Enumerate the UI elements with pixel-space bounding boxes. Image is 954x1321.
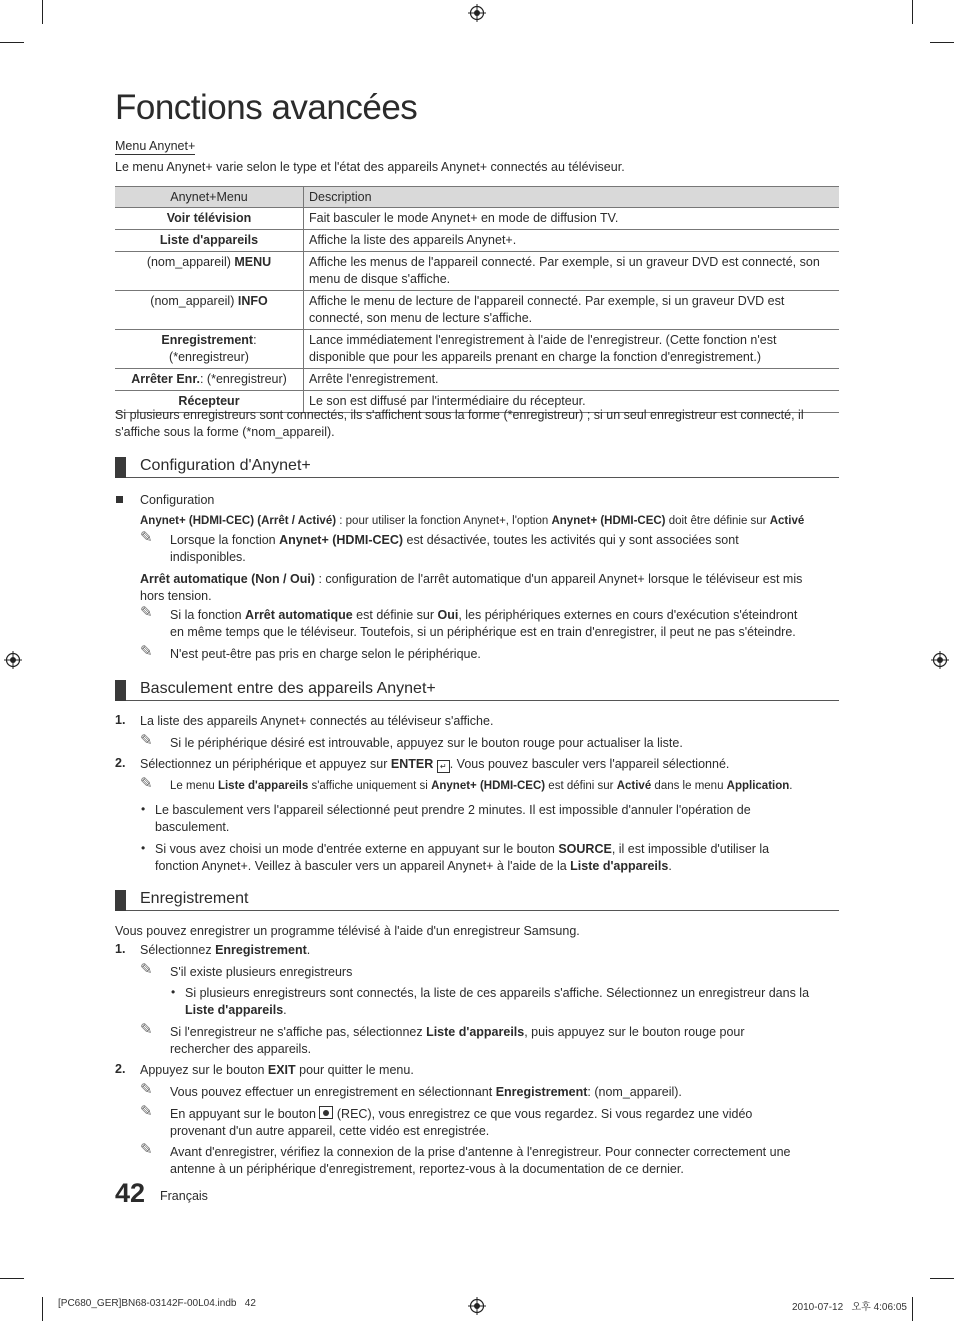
description-cell: Affiche les menus de l'appareil connecté. Par exemple, si un graveur DVD est connecté, son menu de disque s'affiche. (304, 252, 840, 291)
page-number: 42 (115, 1178, 146, 1208)
pencil-note-icon: ✎ (140, 529, 153, 546)
menu-cell: (nom_appareil) INFO (115, 291, 304, 330)
pencil-note-icon: ✎ (140, 1103, 153, 1120)
after-table-text: Si plusieurs enregistreurs sont connectés, ils s'affichent sous la forme (*enregistreur) ; si un seul enregistreur est connecté, il s'affiche sous la forme (*nom_appareil). (115, 408, 804, 439)
section-header-configuration (115, 455, 839, 478)
note-text: Le menu Liste d'appareils s'affiche uniquement si Anynet+ (HDMI-CEC) est défini sur Activé dans le menu Application. (170, 780, 793, 792)
pencil-note-icon: ✎ (140, 643, 153, 660)
section-intro: Vous pouvez enregistrer un programme télévisé à l'aide d'un enregistreur Samsung. (115, 924, 580, 938)
note-text: S'il existe plusieurs enregistreurs (170, 965, 353, 979)
section-title: Basculement entre des appareils Anynet+ (140, 680, 436, 697)
crop-mark (42, 0, 43, 24)
page-title: Fonctions avancées (115, 88, 418, 127)
table-header: Description (304, 187, 840, 208)
menu-cell: Voir télévision (115, 208, 304, 230)
registration-mark-icon (931, 651, 949, 669)
square-bullet-icon (116, 496, 123, 503)
bullet-dot-icon: • (171, 985, 176, 999)
step-number: 2. (115, 1062, 126, 1076)
menu-cell: (nom_appareil) MENU (115, 252, 304, 291)
pencil-note-icon: ✎ (140, 1081, 153, 1098)
registration-mark-icon (468, 1297, 486, 1315)
crop-mark (42, 1297, 43, 1321)
bullet-dot-icon: • (141, 841, 146, 855)
note-text: Lorsque la fonction Anynet+ (HDMI-CEC) est désactivée, toutes les activités qui y sont associées sont indisponibles. (170, 533, 739, 564)
menu-cell: Récepteur (115, 391, 304, 413)
note-text: Vous pouvez effectuer un enregistrement en sélectionnant Enregistrement: (nom_appareil). (170, 1085, 682, 1099)
menu-label: Menu Anynet+ (115, 139, 196, 153)
table-row (115, 330, 839, 369)
step-text: Sélectionnez un périphérique et appuyez sur ENTER ↵ . Vous pouvez basculer vers l'appareil sélectionné. (140, 757, 730, 771)
crop-mark (0, 42, 24, 43)
description-cell: Affiche le menu de lecture de l'appareil connecté. Par exemple, si un graveur DVD est connecté, son menu de lecture s'affiche. (304, 291, 840, 330)
table-header-row (115, 187, 839, 208)
table-header: Anynet+Menu (115, 187, 304, 208)
description-cell: Affiche la liste des appareils Anynet+. (304, 230, 840, 252)
pencil-note-icon: ✎ (140, 1021, 153, 1038)
note-text: N'est peut-être pas pris en charge selon le périphérique. (170, 647, 481, 661)
intro-text: Le menu Anynet+ varie selon le type et l'état des appareils Anynet+ connectés au téléviseur. (115, 160, 625, 174)
anynet-menu-table (115, 186, 839, 413)
table-row (115, 230, 839, 252)
pencil-note-icon: ✎ (140, 775, 153, 792)
table-row (115, 369, 839, 391)
note-text: Si la fonction Arrêt automatique est définie sur Oui, les périphériques externes en cours d'exécution s'éteindront en même temps que le téléviseur. Toutefois, si un périphérique est en train d'enregistrer, il peut ne pas s'éteindre. (170, 608, 798, 639)
pencil-note-icon: ✎ (140, 604, 153, 621)
note-text: Si le périphérique désiré est introuvable, appuyez sur le bouton rouge pour actualiser la liste. (170, 736, 683, 750)
table-row (115, 291, 839, 330)
section-bar-icon (115, 680, 126, 701)
table-row (115, 252, 839, 291)
section-bar-icon (115, 890, 126, 911)
section-title: Enregistrement (140, 890, 249, 907)
description-cell: Arrête l'enregistrement. (304, 369, 840, 391)
bullet-text: Si vous avez choisi un mode d'entrée externe en appuyant sur le bouton SOURCE, il est impossible d'utiliser la fonction Anynet+. Veillez à basculer vers un appareil Anynet+ à l'aide de la Liste d'appareils. (155, 842, 770, 873)
crop-mark (912, 1297, 913, 1321)
menu-cell: Arrêter Enr.: (*enregistreur) (115, 369, 304, 391)
note-text: En appuyant sur le bouton (REC), vous enregistrez ce que vous regardez. Si vous regardez une vidéo provenant d'un autre appareil, cette vidéo est enregistrée. (170, 1107, 753, 1138)
bullet-label: Configuration (140, 493, 215, 507)
crop-mark (930, 42, 954, 43)
step-number: 2. (115, 756, 126, 770)
crop-mark (912, 0, 913, 24)
table-row (115, 208, 839, 230)
bullet-dot-icon: • (141, 802, 146, 816)
menu-cell: Enregistrement: (*enregistreur) (115, 330, 304, 369)
auto-off-line: Arrêt automatique (Non / Oui) : configuration de l'arrêt automatique d'un appareil Anynet+ lorsque le téléviseur est mis hors tension. (140, 572, 803, 603)
footer-timestamp: 2010-07-12 오후 4:06:05 (792, 1302, 907, 1313)
section-header-switching (115, 678, 839, 701)
note-text: Si l'enregistreur ne s'affiche pas, sélectionnez Liste d'appareils, puis appuyez sur le bouton rouge pour rechercher des appareils. (170, 1025, 745, 1056)
crop-mark (930, 1278, 954, 1279)
note-text: Avant d'enregistrer, vérifiez la connexion de la prise d'antenne à l'enregistreur. Pour connecter correctement une antenne à un périphérique d'enregistrement, reportez-vous à la documentation de ce dernier. (170, 1145, 791, 1176)
section-bar-icon (115, 457, 126, 478)
bullet-text: Le basculement vers l'appareil sélectionné peut prendre 2 minutes. Il est impossible d'annuler l'opération de basculement. (155, 803, 751, 834)
description-cell: Le son est diffusé par l'intermédiaire du récepteur. (304, 391, 840, 413)
footer-file-info: [PC680_GER]BN68-03142F-00L04.indb 42 (58, 1298, 256, 1309)
rec-button-icon (319, 1106, 333, 1119)
anynet-hdmi-cec-line: Anynet+ (HDMI-CEC) (Arrêt / Activé) : pour utiliser la fonction Anynet+, l'option Anynet+ (HDMI-CEC) doit être définie sur Activé (140, 515, 805, 527)
step-number: 1. (115, 942, 126, 956)
menu-cell: Liste d'appareils (115, 230, 304, 252)
step-text: La liste des appareils Anynet+ connectés au téléviseur s'affiche. (140, 714, 494, 728)
pencil-note-icon: ✎ (140, 1141, 153, 1158)
registration-mark-icon (468, 4, 486, 22)
step-text: Appuyez sur le bouton EXIT pour quitter le menu. (140, 1063, 414, 1077)
description-cell: Fait basculer le mode Anynet+ en mode de diffusion TV. (304, 208, 840, 230)
step-text: Sélectionnez Enregistrement. (140, 943, 311, 957)
bullet-text: Si plusieurs enregistreurs sont connectés, la liste de ces appareils s'affiche. Sélectionnez un enregistreur dans la Liste d'appareils. (185, 986, 810, 1017)
pencil-note-icon: ✎ (140, 961, 153, 978)
description-cell: Lance immédiatement l'enregistrement à l'aide de l'enregistreur. (Cette fonction n'est disponible que pour les appareils prenant en charge la fonction d'enregistrement.) (304, 330, 840, 369)
language-label: Français (160, 1189, 208, 1203)
section-title: Configuration d'Anynet+ (140, 457, 311, 474)
step-number: 1. (115, 713, 126, 727)
enter-key-icon: ↵ (437, 760, 450, 773)
registration-mark-icon (4, 651, 22, 669)
crop-mark (0, 1278, 24, 1279)
section-header-recording (115, 888, 839, 911)
pencil-note-icon: ✎ (140, 732, 153, 749)
